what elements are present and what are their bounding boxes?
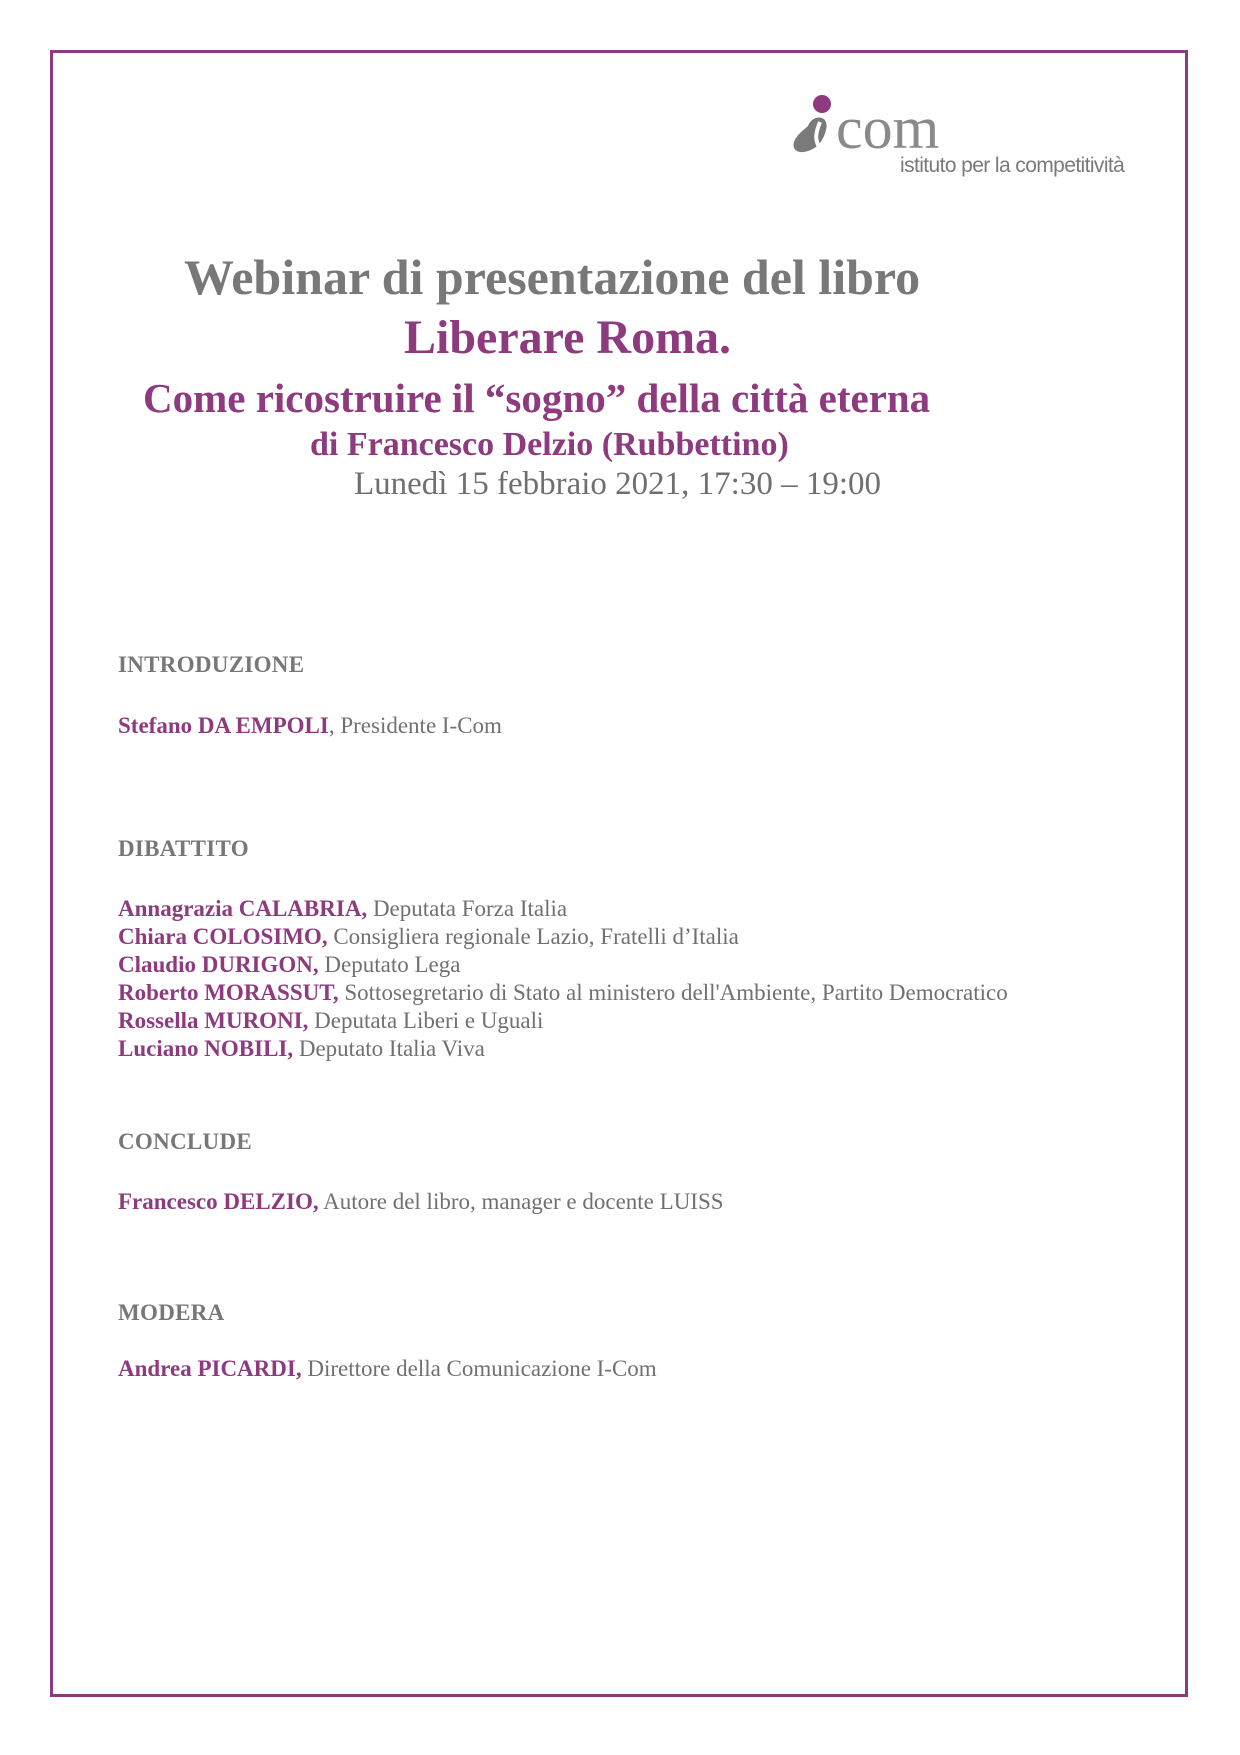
speaker-role: Autore del libro, manager e docente LUISS xyxy=(318,1189,724,1214)
speaker-role: Deputata Liberi e Uguali xyxy=(308,1008,544,1033)
book-author: di Francesco Delzio (Rubbettino) xyxy=(310,426,789,463)
speaker-name: Roberto MORASSUT, xyxy=(118,980,339,1005)
speaker-line xyxy=(118,979,1008,1007)
speaker-role: , Presidente I-Com xyxy=(328,713,502,738)
event-intro: Webinar di presentazione del libro xyxy=(184,249,921,305)
icom-logo xyxy=(790,92,1125,182)
icom-wordmark: com xyxy=(836,95,940,154)
speaker-line xyxy=(118,923,739,951)
book-title: Liberare Roma. xyxy=(404,311,732,364)
event-date: Lunedì 15 febbraio 2021, 17:30 – 19:00 xyxy=(354,466,882,502)
icom-logo-mark xyxy=(790,92,990,154)
speaker-name: Francesco DELZIO, xyxy=(118,1189,319,1214)
speaker-role: Deputata Forza Italia xyxy=(367,896,568,921)
speaker-line xyxy=(118,712,502,740)
speaker-name: Stefano DA EMPOLI xyxy=(118,713,329,738)
speaker-role: Sottosegretario di Stato al ministero dell'Ambiente, Partito Democratico xyxy=(338,980,1008,1005)
section-heading-conclude: CONCLUDE xyxy=(118,1129,253,1154)
speaker-line xyxy=(118,895,567,923)
speaker-name: Rossella MURONI, xyxy=(118,1008,309,1033)
logo-tagline: istituto per la competitività xyxy=(900,154,1125,177)
speaker-line xyxy=(118,1035,485,1063)
speaker-line xyxy=(118,1188,724,1216)
section-heading-modera: MODERA xyxy=(118,1300,225,1325)
speaker-line xyxy=(118,1007,543,1035)
speaker-role: Consigliera regionale Lazio, Fratelli d’Italia xyxy=(327,924,739,949)
speaker-name: Chiara COLOSIMO, xyxy=(118,924,328,949)
speaker-name: Luciano NOBILI, xyxy=(118,1036,294,1061)
speaker-role: Deputato Lega xyxy=(318,952,461,977)
speaker-name: Claudio DURIGON, xyxy=(118,952,319,977)
speaker-line xyxy=(118,1355,657,1383)
speaker-line xyxy=(118,951,460,979)
section-heading-introduzione: INTRODUZIONE xyxy=(118,652,305,677)
section-heading-dibattito: DIBATTITO xyxy=(118,836,249,861)
speaker-name: Andrea PICARDI, xyxy=(118,1356,302,1381)
book-subtitle: Come ricostruire il “sogno” della città eterna xyxy=(143,375,931,421)
speaker-role: Direttore della Comunicazione I-Com xyxy=(301,1356,657,1381)
speaker-name: Annagrazia CALABRIA, xyxy=(118,896,368,921)
speaker-role: Deputato Italia Viva xyxy=(293,1036,485,1061)
